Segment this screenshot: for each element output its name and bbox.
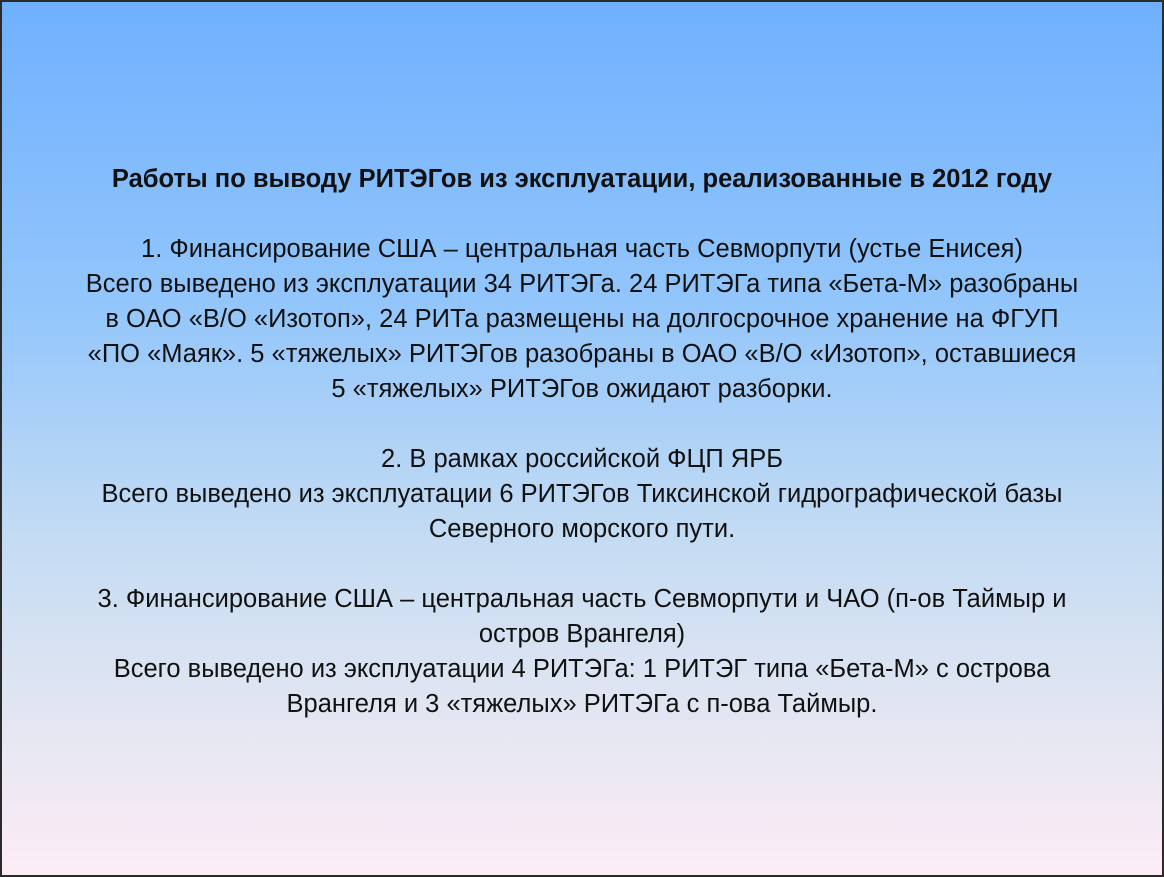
section-3-body-line: Всего выведено из эксплуатации 4 РИТЭГа: 1 РИТЭГ типа «Бета-М» с острова — [113, 655, 1051, 683]
section-1-body-line: 5 «тяжелых» РИТЭГов ожидают разборки. — [331, 375, 833, 403]
spacer — [2, 407, 1162, 442]
spacer — [2, 197, 1162, 232]
section-1-body-line: в ОАО «В/О «Изотоп», 24 РИТа размещены на долгосрочное хранение на ФГУП — [105, 305, 1059, 333]
section-2-body — [2, 477, 1162, 547]
slide-title: Работы по выводу РИТЭГов из эксплуатации, реализованные в 2012 году — [111, 165, 1053, 193]
section-3-body-line: Врангеля и 3 «тяжелых» РИТЭГа с п-ова Таймыр. — [286, 690, 878, 718]
section-2-heading: 2. В рамках российской ФЦП ЯРБ — [381, 445, 783, 473]
section-2-body-line: Всего выведено из эксплуатации 6 РИТЭГов Тиксинской гидрографической базы — [101, 480, 1063, 508]
section-1-body-line: «ПО «Маяк». 5 «тяжелых» РИТЭГов разобраны в ОАО «В/О «Изотоп», оставшиеся — [87, 340, 1077, 368]
section-1-heading: 1. Финансирование США – центральная часть Севморпути (устье Енисея) — [141, 235, 1023, 263]
section-2-body-line: Северного морского пути. — [428, 515, 736, 543]
section-1-body-line: Всего выведено из эксплуатации 34 РИТЭГа. 24 РИТЭГа типа «Бета-М» разобраны — [85, 270, 1079, 298]
section-1-body — [2, 267, 1162, 407]
section-3-body — [2, 652, 1162, 722]
section-3-heading-line: остров Врангеля) — [478, 620, 686, 648]
section-3-heading-line: 3. Финансирование США – центральная часть Севморпути и ЧАО (п-ов Таймыр и — [97, 585, 1067, 613]
slide-content — [2, 162, 1162, 722]
section-2 — [2, 442, 1162, 547]
spacer — [2, 547, 1162, 582]
section-3 — [2, 582, 1162, 722]
section-1 — [2, 232, 1162, 407]
slide — [2, 2, 1162, 875]
